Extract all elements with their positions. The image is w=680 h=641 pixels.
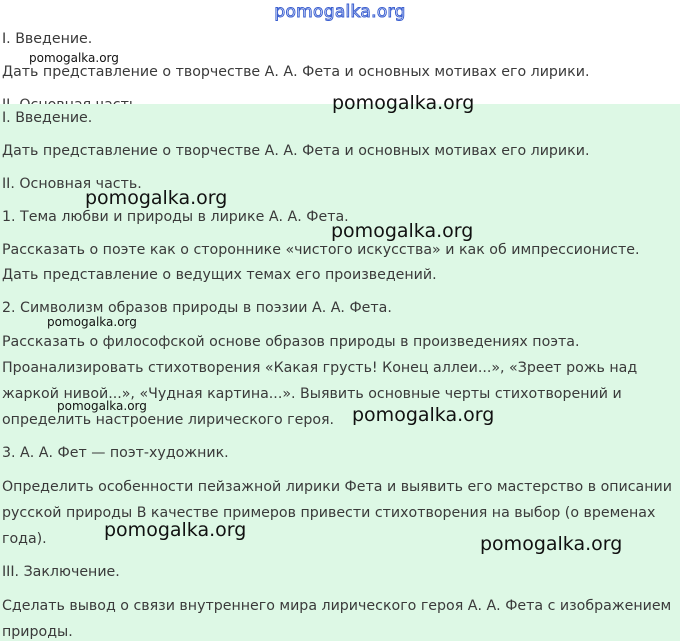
watermark: pomogalka.org (352, 404, 495, 426)
conclusion-heading: III. Заключение. (2, 564, 120, 580)
topic3-line2: русской природы В качестве примеров привести стихотворения на выбор (о временах (2, 505, 656, 521)
watermark: pomogalka.org (57, 399, 147, 413)
intro-text: Дать представление о творчестве А. А. Фета и основных мотивах его лирики. (2, 143, 590, 159)
topic2-line3: жаркой нивой...», «Чудная картина...». Выявить основные черты стихотворений и (2, 386, 622, 402)
watermark: pomogalka.org (331, 220, 474, 242)
topic1-line2: Дать представление о ведущих темах его произведений. (2, 267, 437, 283)
conclusion-line2: природы. (2, 624, 73, 640)
site-header-title[interactable]: pomogalka.org (274, 2, 406, 22)
watermark: pomogalka.org (47, 315, 137, 329)
topic2-line4: определить настроение лирического героя. (2, 412, 335, 428)
top-intro-heading: I. Введение. (2, 31, 93, 47)
main-heading: II. Основная часть. (2, 176, 142, 192)
watermark: pomogalka.org (332, 92, 475, 114)
top-main-heading-clip (0, 96, 200, 104)
top-intro-text: Дать представление о творчестве А. А. Фета и основных мотивах его лирики. (2, 64, 590, 80)
topic2-line2: Проанализировать стихотворения «Какая грусть! Конец аллеи...», «Зреет рожь над (2, 360, 638, 376)
topic3-line3: года). (2, 531, 47, 547)
conclusion-line1: Сделать вывод о связи внутреннего мира лирического героя А. А. Фета с изображением (2, 598, 672, 614)
topic1-title: 1. Тема любви и природы в лирике А. А. Фета. (2, 209, 349, 225)
topic3-title: 3. А. А. Фет — поэт-художник. (2, 445, 229, 461)
watermark: pomogalka.org (29, 51, 119, 65)
topic2-title: 2. Символизм образов природы в поэзии А. А. Фета. (2, 300, 392, 316)
watermark: pomogalka.org (85, 187, 228, 209)
topic1-line1: Рассказать о поэте как о стороннике «чистого искусства» и как об импрессионисте. (2, 242, 640, 258)
watermark: pomogalka.org (104, 519, 247, 541)
intro-heading: I. Введение. (2, 110, 93, 126)
watermark: pomogalka.org (480, 533, 623, 555)
topic2-line1: Рассказать о философской основе образов природы в произведениях поэта. (2, 334, 580, 350)
topic3-line1: Определить особенности пейзажной лирики Фета и выявить его мастерство в описании (2, 479, 672, 495)
